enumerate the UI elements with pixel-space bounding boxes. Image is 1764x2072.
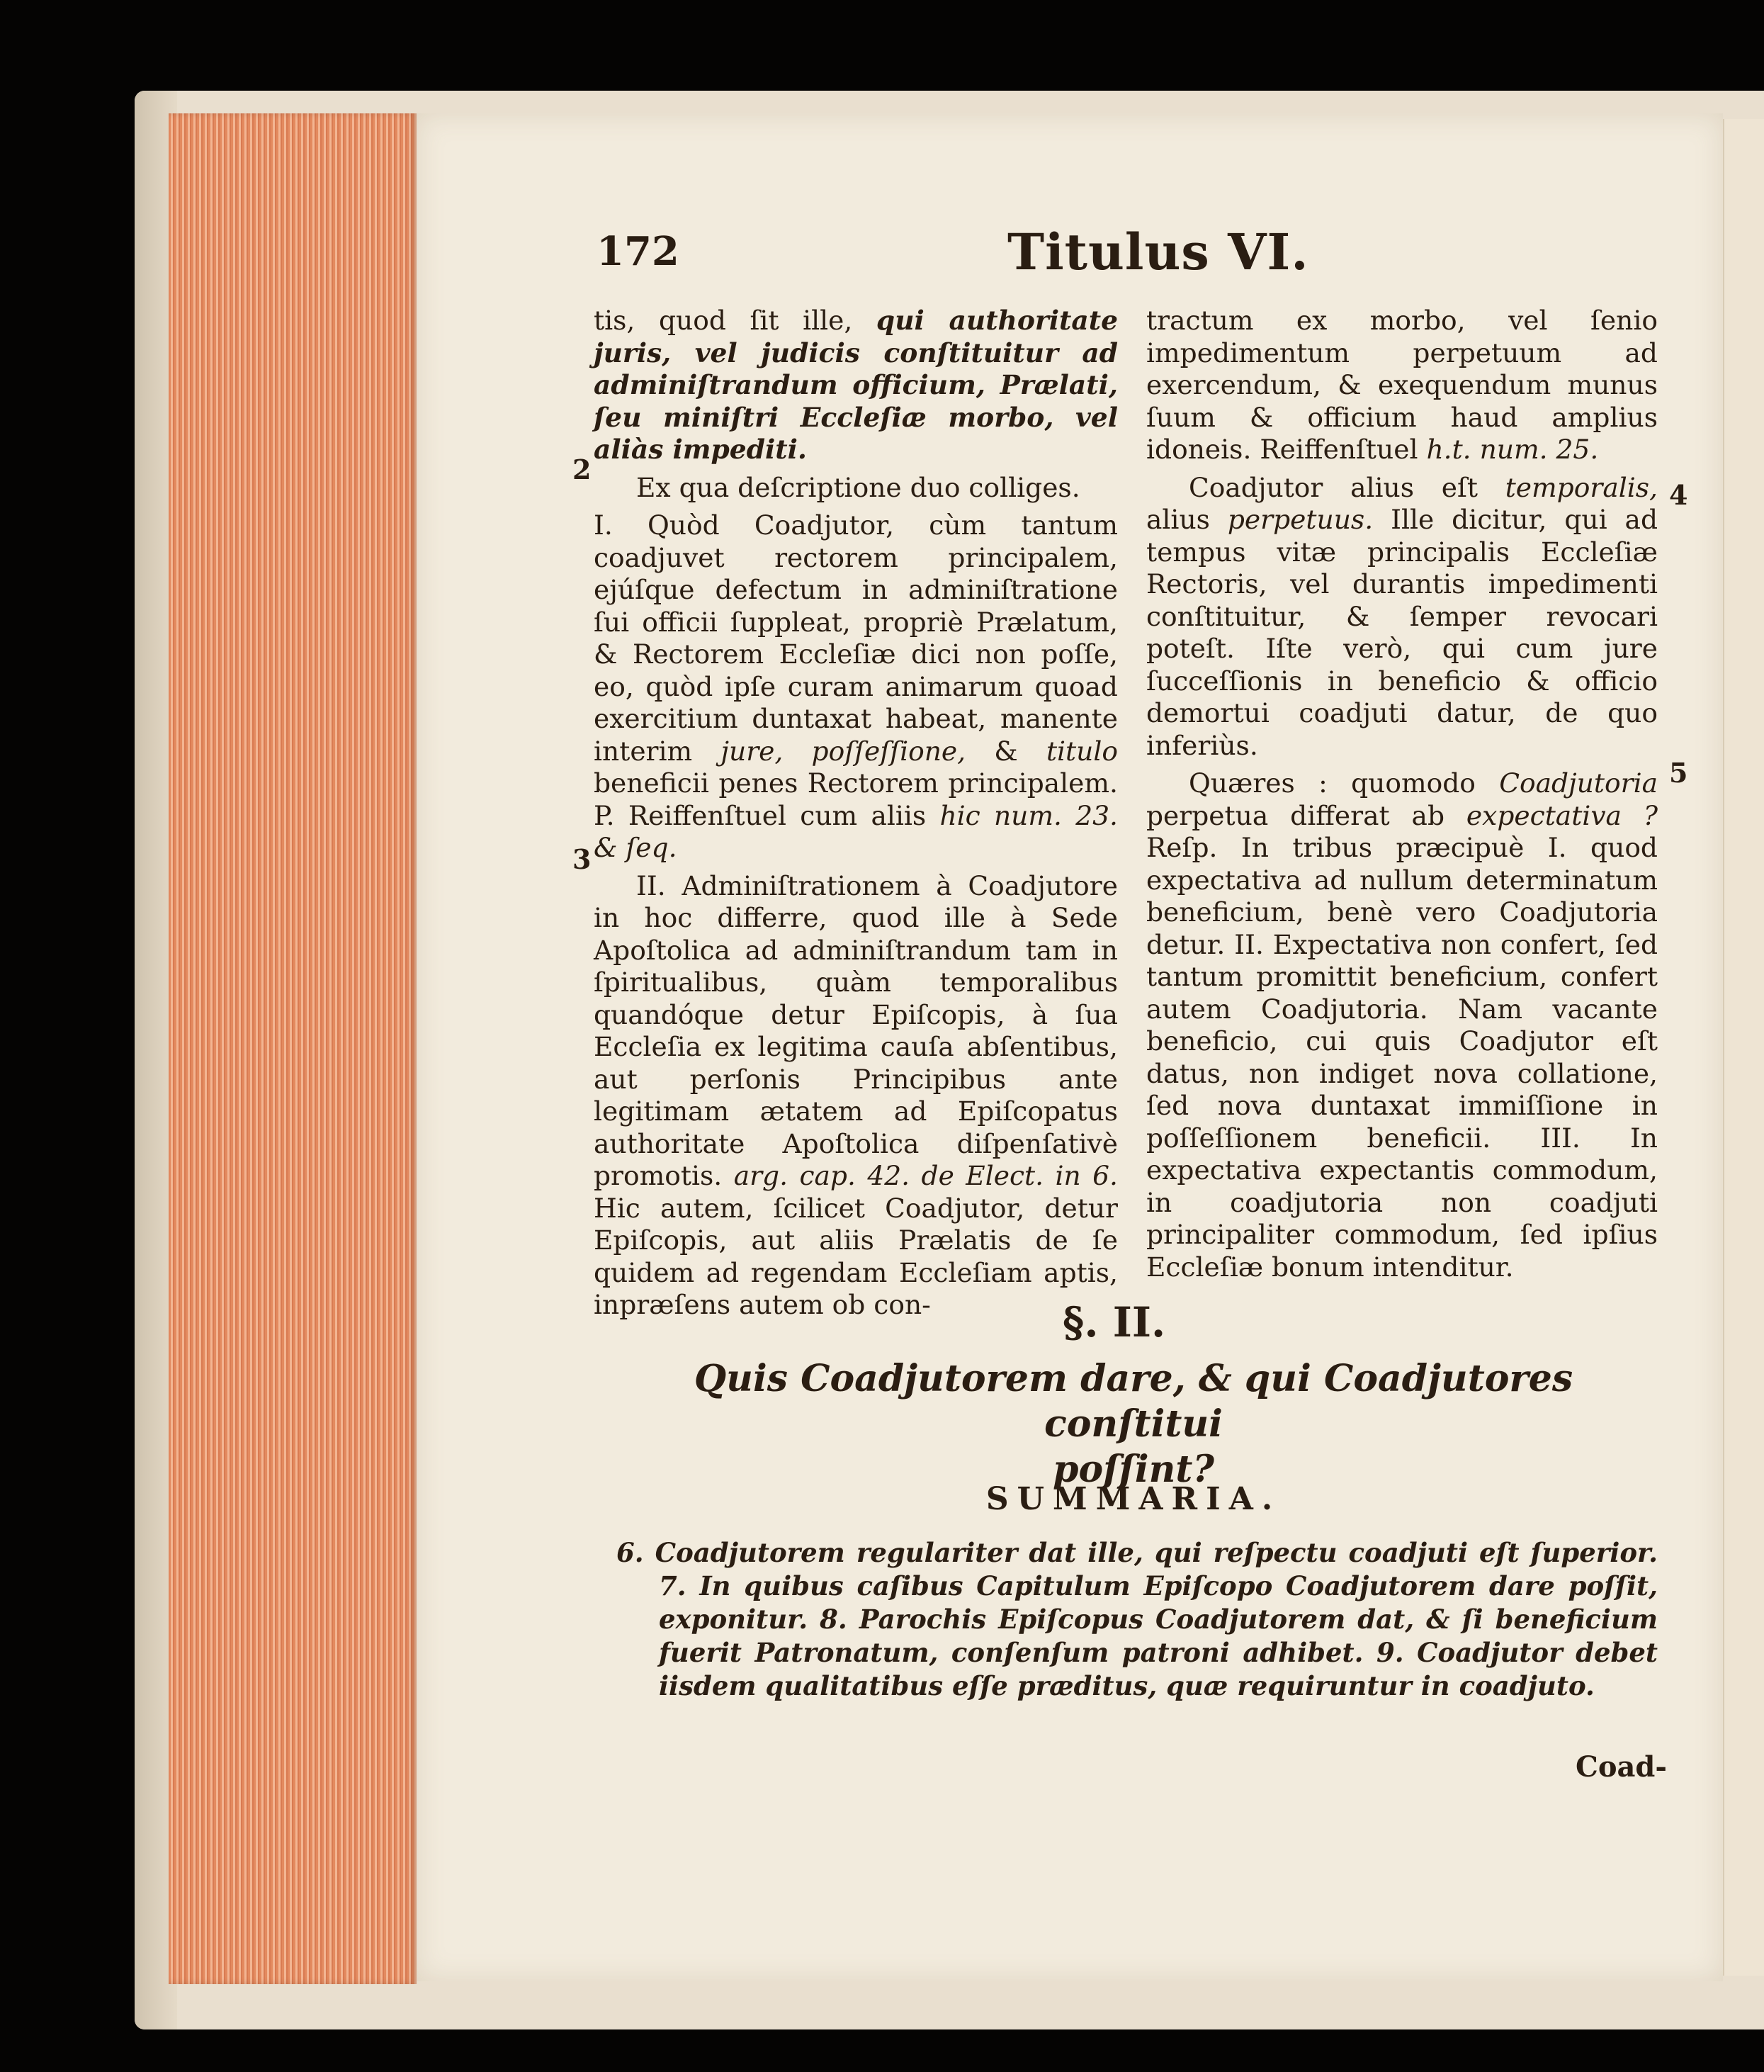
- text-run: &: [966, 735, 1046, 767]
- italic-run: titulo: [1046, 735, 1119, 767]
- italic-run: temporalis,: [1505, 471, 1658, 503]
- text-run: Ille dicitur, qui ad tempus vitæ principalis Eccleſiæ Rectoris, vel durantis impedimenti conſtituitur, & ſemper revocari poteſt. Iſte verò, qui cum jure ſucceſſionis in beneficio & officio demortui coadjuti datur, de quo inferiùs.: [1146, 504, 1658, 761]
- text-run: I. Quòd Coadjutor, cùm tantum coadjuvet rectorem principalem, ejúſque defectum in adminiſtratione ſui officii ſuppleat, propriè Prælatum, & Rectorem Eccleſiæ dici non poſſe, eo, quòd ipſe curam animarum quoad exercitium duntaxat habeat, manente interim: [594, 509, 1118, 767]
- right-text-column: [1146, 305, 1658, 1289]
- text-run: Hic autem, ſcilicet Coadjutor, detur Epiſcopis, aut aliis Prælatis de ſe quidem ad regendam Eccleſiam aptis, inpræſens autem ob con-: [594, 1192, 1118, 1320]
- paragraph: [1146, 305, 1658, 466]
- paragraph: [594, 472, 1118, 505]
- summaria-label: SUMMARIA.: [985, 1481, 1282, 1517]
- paragraph: [594, 305, 1118, 466]
- text-run: Reſp. In tribus præcipuè I. quod expectativa ad nullum determinatum beneficium, benè vero Coadjutoria detur. II. Expectativa non confert, ſed tantum promittit beneficium, confert autem Coadjutoria. Nam vacante beneficio, cui quis Coadjutor eſt datus, non indiget nova collatione, ſed nova duntaxat immiſſione in poſſeſſionem beneficii. III. In expectativa expectantis commodum, in coadjutoria non coadjuti principaliter commodum, ſed ipſius Eccleſiæ bonum intenditur.: [1146, 832, 1658, 1283]
- text-run: beneficii penes Rectorem principalem. P. Reiffenſtuel cum aliis: [594, 767, 1118, 831]
- section-mark: §. II.: [1063, 1298, 1166, 1346]
- italic-definition: qui authoritate juris, vel judicis conſtituitur ad adminiſtrandum officium, Prælati, ſeu miniſtri Eccleſiæ morbo, vel aliàs impediti.: [594, 305, 1118, 465]
- italic-run: expectativa ?: [1466, 799, 1658, 831]
- text-run: Quæres : quomodo: [1189, 767, 1500, 799]
- paragraph: [594, 870, 1118, 1322]
- italic-run: jure, poſſeſſione,: [720, 735, 966, 767]
- text-run: Coadjutor alius eſt: [1189, 471, 1505, 503]
- paragraph: [1146, 767, 1658, 1283]
- paragraph: [594, 509, 1118, 865]
- facing-page-edge: [1723, 119, 1764, 1976]
- left-text-column: [594, 305, 1118, 1327]
- margin-number-3: 3: [572, 843, 592, 875]
- summaria-text: 6. Coadjutorem regulariter dat ille, qui reſpectu coadjuti eſt ſuperior. 7. In quibus caſibus Capitulum Epiſcopo Coadjutorem dare poſſit, exponitur. 8. Parochis Epiſcopus Coadjutorem dat, & ſi beneficium fuerit Patronatum, conſenſum patroni adhibet. 9. Coadjutor debet iisdem qualitatibus eſſe præditus, quæ requiruntur in coadjuto.: [616, 1537, 1658, 1701]
- text-run: perpetua differat ab: [1146, 799, 1466, 831]
- citation: arg. cap. 42. de Elect. in 6.: [733, 1160, 1118, 1191]
- italic-run: Coadjutoria: [1499, 767, 1658, 799]
- page-header: [597, 223, 1659, 285]
- page-number: 172: [597, 228, 679, 275]
- margin-number-5: 5: [1669, 757, 1688, 789]
- catchword: Coad-: [1576, 1750, 1668, 1784]
- text-run: tractum ex morbo, vel ſenio impedimentum perpetuum ad exercendum, & exequendum munus ſuum & officium haud amplius idoneis. Reiffenſtuel: [1146, 305, 1658, 465]
- margin-number-4: 4: [1669, 479, 1688, 511]
- section-title: Quis Coadjutorem dare, & qui Coadjutores conſtitui poſſint?: [694, 1357, 1573, 1491]
- margin-number-2: 2: [572, 454, 592, 485]
- italic-run: perpetuus.: [1227, 504, 1374, 535]
- text-run: tis, quod ſit ille,: [594, 305, 876, 336]
- citation: h.t. num. 25.: [1426, 434, 1599, 465]
- text-run: Ex qua deſcriptione duo colliges.: [636, 471, 1080, 503]
- page-fore-edge: [169, 113, 417, 1984]
- running-title: Titulus VI.: [1007, 223, 1309, 281]
- citation: hic num. 23. & ſeq.: [594, 799, 1118, 863]
- text-run: II. Adminiſtrationem à Coadjutore in hoc differre, quod ille à Sede Apoſtolica ad adminiſtrandum tam in ſpiritualibus, quàm temporalibus quandóque detur Epiſcopis, à ſua Eccleſia ex legitima cauſa abſentibus, aut perſonis Principibus ante legitimam ætatem ad Epiſcopatus authoritate Apoſtolica diſpenſativè promotis.: [594, 869, 1118, 1191]
- paragraph: [1146, 472, 1658, 762]
- text-run: alius: [1146, 504, 1228, 535]
